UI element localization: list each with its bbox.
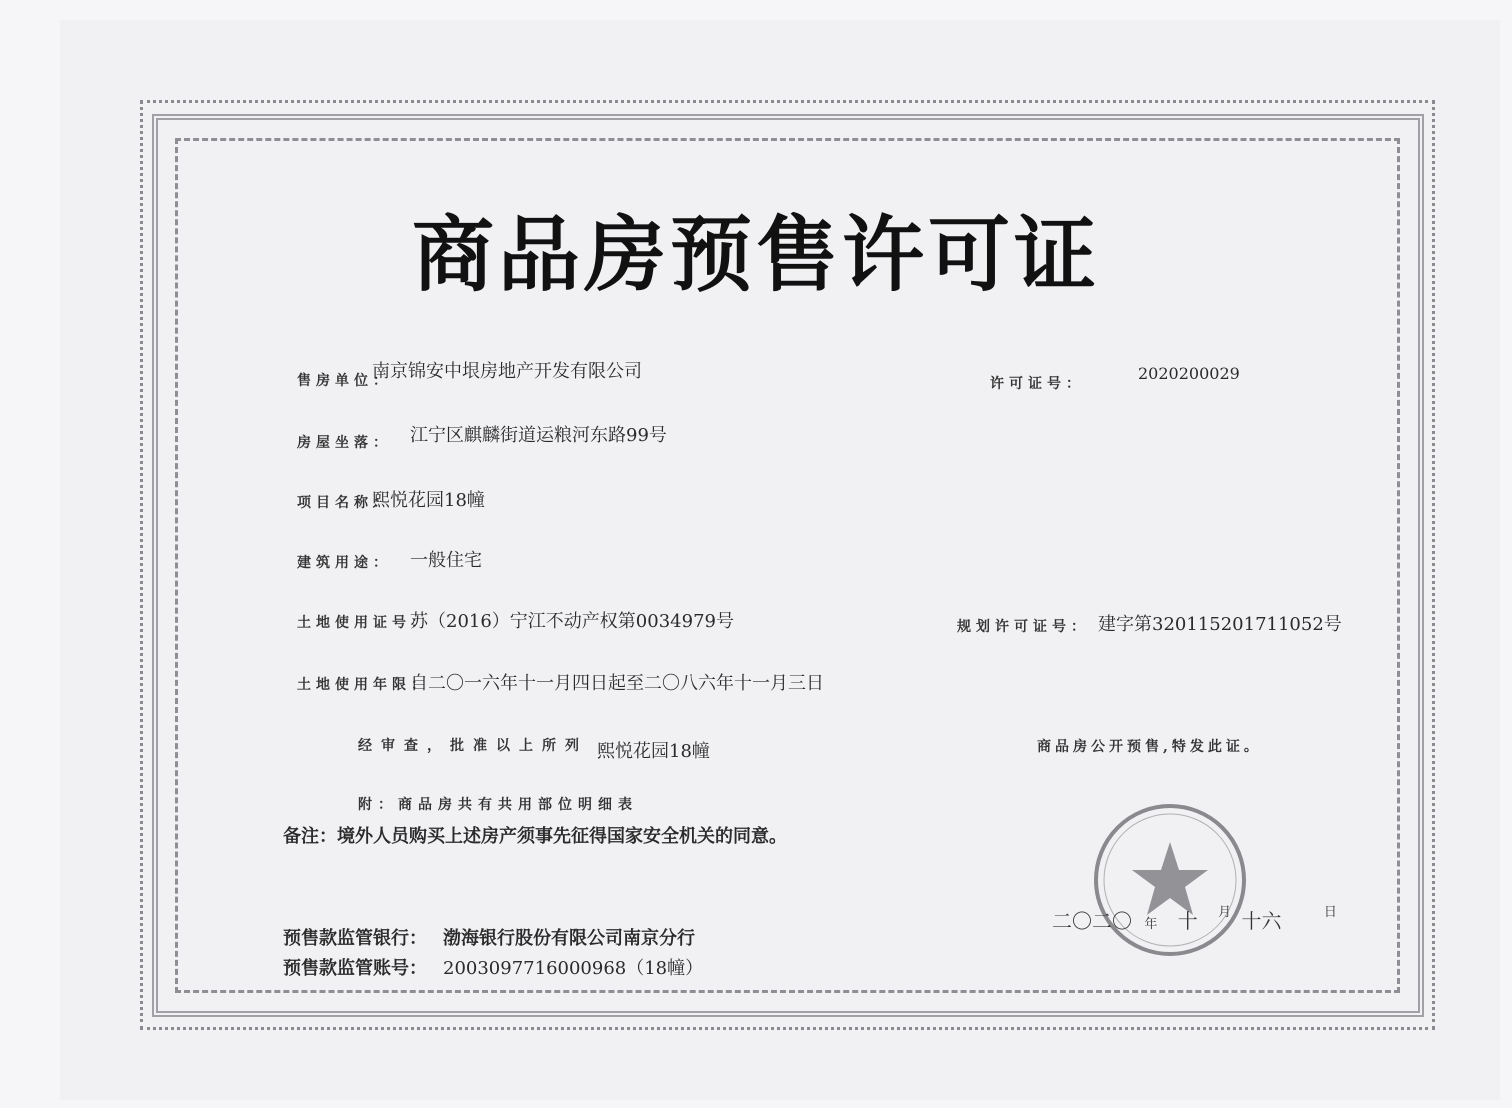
date-month-unit: 月 <box>1218 905 1232 920</box>
land-term-label: 土地使用年限： <box>297 677 430 693</box>
planning-label: 规划许可证号： <box>957 619 1090 635</box>
date-month: 十 <box>1177 909 1198 933</box>
project-label: 项目名称： <box>297 495 392 511</box>
land-term-value: 自二〇一六年十一月四日起至二〇八六年十一月三日 <box>410 673 824 694</box>
planning-value: 建字第320115201711052号 <box>1098 614 1342 635</box>
approval-prefix: 经审查，批准以上所列 <box>358 738 588 754</box>
bank-label: 预售款监管银行： <box>283 928 427 949</box>
remark: 备注：境外人员购买上述房产须事先征得国家安全机关的同意。 <box>283 826 787 847</box>
location-label: 房屋坐落： <box>297 435 392 451</box>
seller-value: 南京锦安中垠房地产开发有限公司 <box>372 361 642 382</box>
date-day: 十六 <box>1241 909 1282 933</box>
bank-value: 渤海银行股份有限公司南京分行 <box>443 928 695 949</box>
permit-no-label: 许可证号： <box>990 376 1085 392</box>
certificate-title: 商品房预售许可证 <box>411 208 1100 303</box>
date-year-unit: 年 <box>1144 917 1158 932</box>
usage-value: 一般住宅 <box>410 550 482 571</box>
account-label: 预售款监管账号： <box>283 958 427 979</box>
land-cert-label: 土地使用证号： <box>297 615 430 631</box>
date-year: 二〇二〇 <box>1052 909 1132 933</box>
usage-label: 建筑用途： <box>297 555 392 571</box>
date-day-unit: 日 <box>1323 905 1337 920</box>
attachment-note: 附：商品房共有共用部位明细表 <box>358 797 638 813</box>
permit-no-value: 2020200029 <box>1138 364 1240 383</box>
approval-suffix: 商品房公开预售,特发此证。 <box>1037 739 1262 755</box>
location-value: 江宁区麒麟街道运粮河东路99号 <box>410 425 667 446</box>
issue-date <box>1052 905 1337 934</box>
seller-label: 售房单位： <box>297 373 392 389</box>
land-cert-value: 苏（2016）宁江不动产权第0034979号 <box>410 611 734 632</box>
account-value: 2003097716000968（18幢） <box>443 958 704 979</box>
approval-project: 熙悦花园18幢 <box>597 741 710 762</box>
project-value: 熙悦花园18幢 <box>372 490 485 511</box>
official-seal-icon <box>1090 800 1250 960</box>
